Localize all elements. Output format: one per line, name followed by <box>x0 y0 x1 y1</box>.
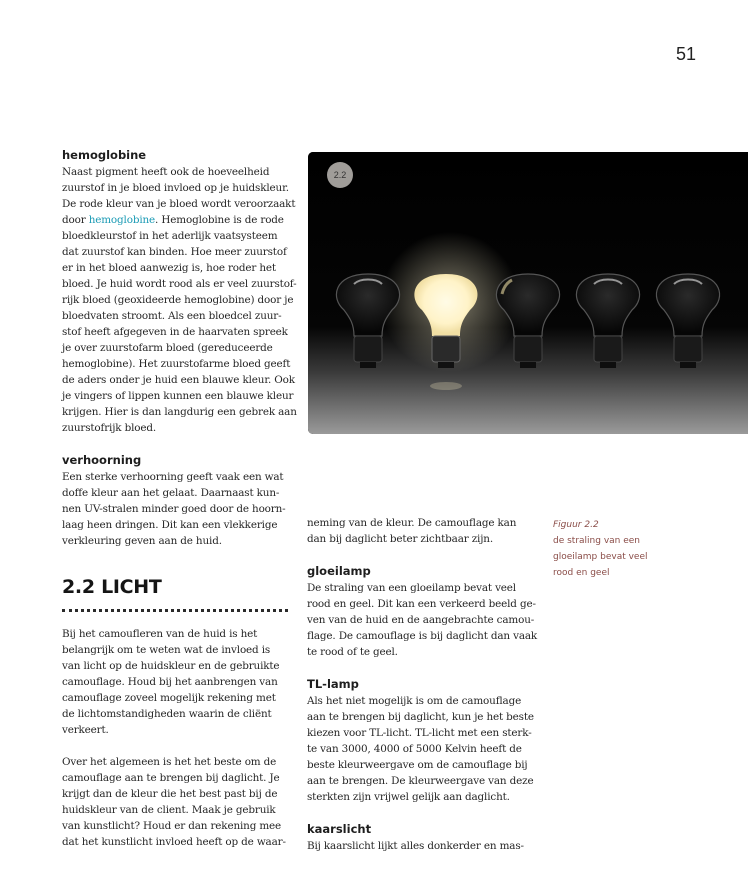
text-line: van licht op de huidskleur en de gebruikte <box>62 660 280 672</box>
heading-kaarslicht: kaarslicht <box>307 822 372 836</box>
figure-caption <box>553 517 703 581</box>
text-line: Een sterke verhoorning geeft vaak een wat <box>62 471 284 483</box>
text-line: de lichtomstandigheden waarin de cliënt <box>62 708 272 720</box>
text-line: verkeert. <box>62 724 109 736</box>
paragraph-tl-lamp <box>307 693 535 805</box>
text-line: aan te brengen bij daglicht, kun je het beste <box>307 711 534 723</box>
text-fragment: . Hemoglobine is de rode <box>155 214 284 226</box>
text-line: Bij het camoufleren van de huid is het <box>62 628 258 640</box>
text-line: de aders onder je huid een blauwe kleur. Ook <box>62 374 295 386</box>
text-line: dat het kunstlicht invloed heeft op de waar- <box>62 836 286 848</box>
text-line: dat zuurstof kan binden. Hoe meer zuurstof <box>62 246 287 258</box>
text-line: stof heeft afgegeven in de haarvaten spreek <box>62 326 288 338</box>
text-line: van kunstlicht? Houd er dan rekening mee <box>62 820 282 832</box>
text-line: Over het algemeen is het het beste om de <box>62 756 277 768</box>
text-line: krijgen. Hier is dan langdurig een gebrek aan <box>62 406 297 418</box>
text-line: kiezen voor TL-licht. TL-licht met een sterk- <box>307 727 532 739</box>
text-line: dan bij daglicht beter zichtbaar zijn. <box>307 533 493 545</box>
caption-label: Figuur 2.2 <box>553 520 599 530</box>
text-line: De rode kleur van je bloed wordt veroorzaakt <box>62 198 296 210</box>
figure-badge: 2.2 <box>327 162 353 188</box>
text-line: bloed. Je huid wordt rood als er veel zuurstof- <box>62 278 297 290</box>
text-line: ven van de huid en de aangebrachte camou- <box>307 614 535 626</box>
text-line: camouflage aan te brengen bij daglicht. Je <box>62 772 280 784</box>
text-fragment: door <box>62 214 89 226</box>
text-line: je over zuurstofarm bloed (gereduceerde <box>62 342 273 354</box>
paragraph-intro-2 <box>62 754 288 850</box>
text-line: camouflage zoveel mogelijk rekening met <box>62 692 276 704</box>
heading-tl-lamp: TL-lamp <box>307 677 359 691</box>
paragraph-hemoglobine <box>62 164 297 436</box>
text-line: bloedvaten stroomt. Als een bloedcel zuur- <box>62 310 282 322</box>
paragraph-continuation <box>307 515 535 547</box>
caption-line: rood en geel <box>553 568 610 578</box>
text-line: huidskleur van de client. Maak je gebruik <box>62 804 276 816</box>
text-line: laag heen dringen. Dit kan een vlekkerige <box>62 519 278 531</box>
text-line: De straling van een gloeilamp bevat veel <box>307 582 516 594</box>
text-line: verkleuring geven aan de huid. <box>62 535 222 547</box>
heading-verhoorning: verhoorning <box>62 453 142 467</box>
text-line: je vingers of lippen kunnen een blauwe kleur <box>62 390 294 402</box>
text-line: camouflage. Houd bij het aanbrengen van <box>62 676 278 688</box>
section-title: 2.2 LICHT <box>62 576 162 598</box>
text-line: nen UV-stralen minder goed door de hoorn- <box>62 503 286 515</box>
text-line: Bij kaarslicht lijkt alles donkerder en mas- <box>307 840 524 852</box>
text-line: zuurstofrijk bloed. <box>62 422 157 434</box>
text-line: rijk bloed (geoxideerde hemoglobine) door je <box>62 294 294 306</box>
text-line: Naast pigment heeft ook de hoeveelheid <box>62 166 270 178</box>
text-line: rood en geel. Dit kan een verkeerd beeld ge- <box>307 598 536 610</box>
lightbulb-photo <box>308 152 748 434</box>
left-column <box>62 147 297 850</box>
heading-hemoglobine: hemoglobine <box>62 148 147 162</box>
text-line: te van 3000, 4000 of 5000 Kelvin heeft de <box>307 743 522 755</box>
hemoglobine-link[interactable]: hemoglobine <box>88 214 156 226</box>
text-line: krijgt dan de kleur die het best past bij de <box>62 788 278 800</box>
heading-gloeilamp: gloeilamp <box>307 564 371 578</box>
text-line: aan te brengen. De kleurweergave van deze <box>307 775 534 787</box>
lightbulbs-illustration <box>308 152 748 434</box>
middle-column <box>307 515 538 854</box>
text-line: doffe kleur aan het gelaat. Daarnaast kun- <box>62 487 280 499</box>
paragraph-gloeilamp <box>307 580 538 660</box>
paragraph-kaarslicht <box>307 838 535 854</box>
text-line <box>62 212 288 228</box>
paragraph-verhoorning <box>62 469 288 549</box>
page-number: 51 <box>675 44 696 64</box>
caption-line: gloeilamp bevat veel <box>553 552 648 562</box>
text-line: neming van de kleur. De camouflage kan <box>307 517 517 529</box>
text-line: bloedkleurstof in het aderlijk vaatsysteem <box>62 230 278 242</box>
text-line: hemoglobine). Het zuurstofarme bloed geeft <box>62 358 291 370</box>
paragraph-intro-1 <box>62 626 288 738</box>
text-line: beste kleurweergave om de camouflage bij <box>307 759 528 771</box>
caption-line: de straling van een <box>553 536 641 546</box>
text-line: te rood of te geel. <box>307 646 398 658</box>
text-line: belangrijk om te weten wat de invloed is <box>62 644 271 656</box>
text-line: er in het bloed aanwezig is, hoe roder het <box>62 262 276 274</box>
text-line: flage. De camouflage is bij daglicht dan vaak <box>307 630 538 642</box>
text-line: zuurstof in je bloed invloed op je huidskleur. <box>62 182 289 194</box>
text-line: Als het niet mogelijk is om de camouflage <box>307 695 522 707</box>
text-line: sterkten zijn vrijwel gelijk aan daglicht. <box>307 791 510 803</box>
